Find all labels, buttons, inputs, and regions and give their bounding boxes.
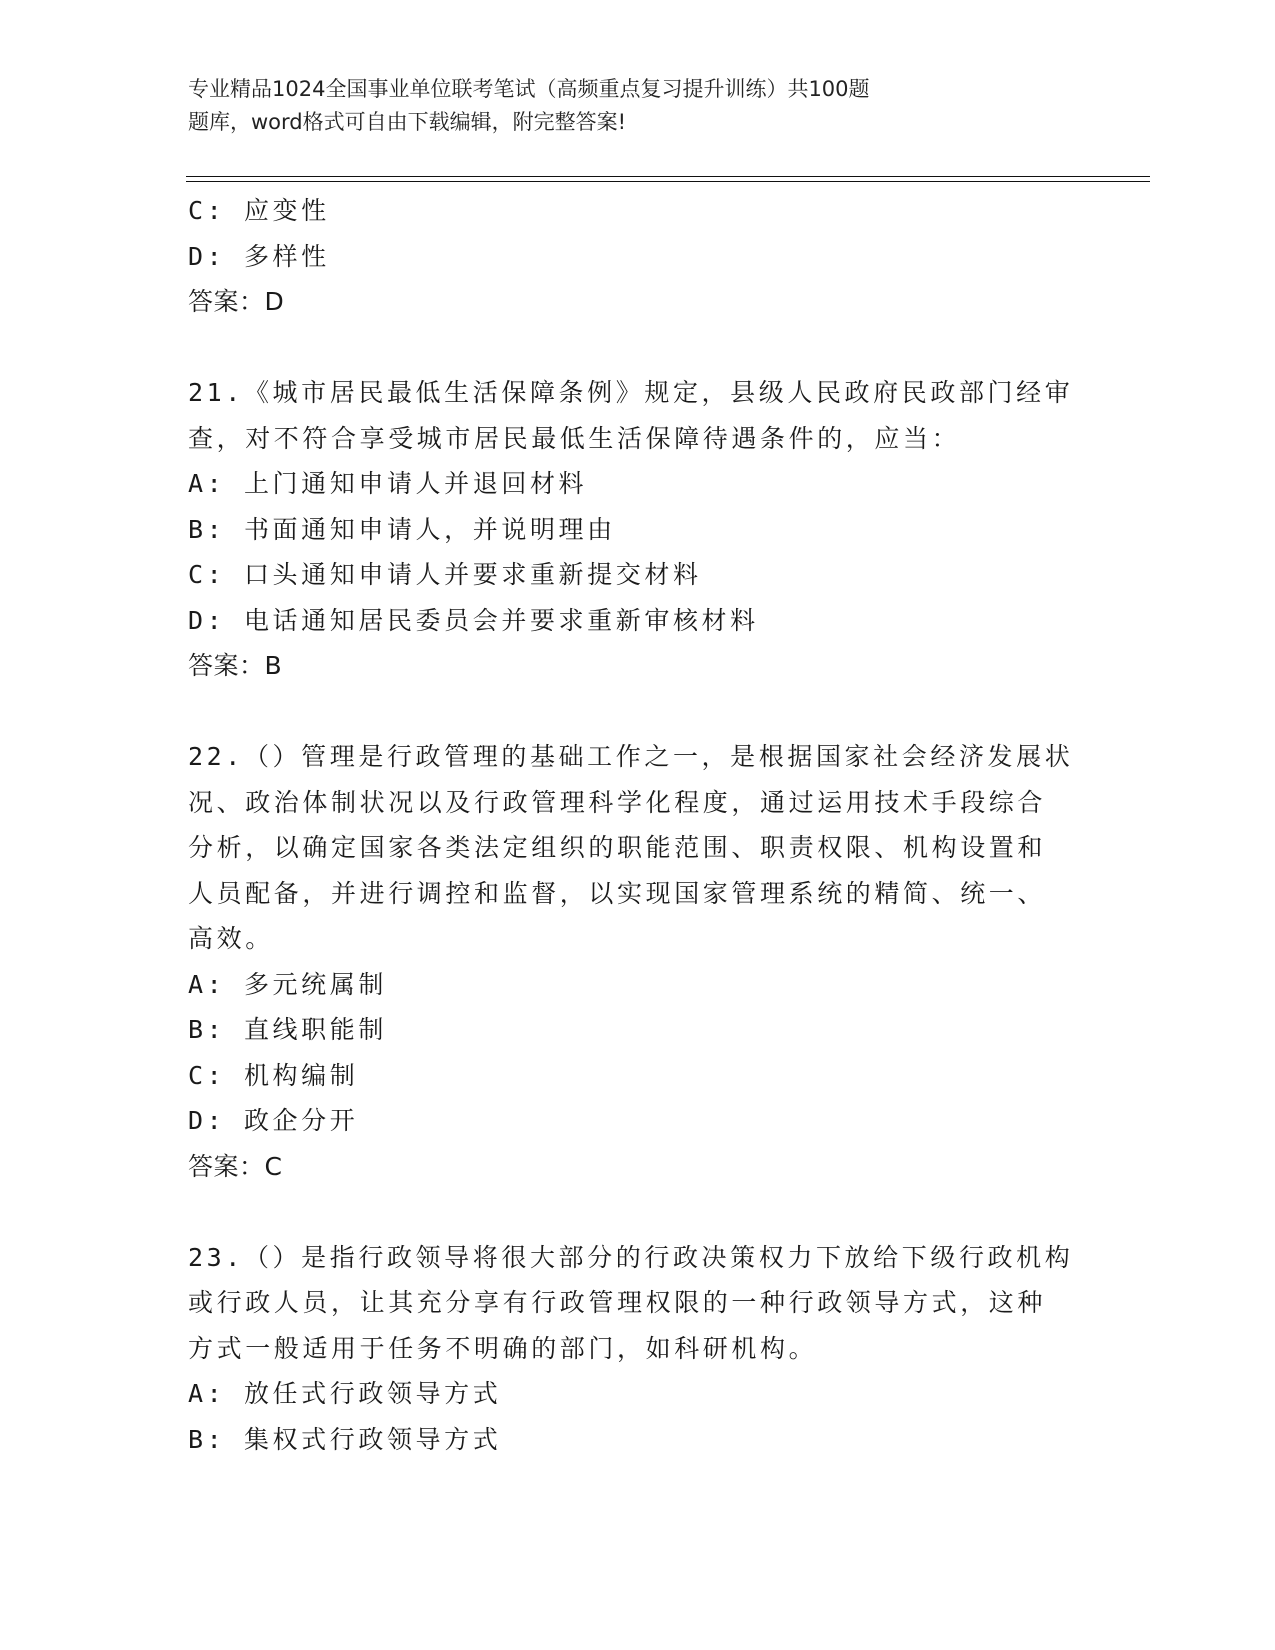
header-rule-top (186, 176, 1150, 177)
question-text-line: 查，对不符合享受城市居民最低生活保障待遇条件的，应当： (188, 423, 961, 453)
option-c: C: 口头通知申请人并要求重新提交材料 (188, 560, 702, 589)
option-d: D: 电话通知居民委员会并要求重新审核材料 (188, 605, 759, 635)
option-d: D: 政企分开 (188, 1106, 359, 1135)
option-c: C: 机构编制 (188, 1060, 359, 1090)
option-b: B: 直线职能制 (188, 1015, 387, 1044)
option-a: A: 上门通知申请人并退回材料 (188, 469, 588, 498)
question-text-line: 况、政治体制状况以及行政管理科学化程度，通过运用技术手段综合 (188, 787, 1047, 817)
question-text-line: 23.（）是指行政领导将很大部分的行政决策权力下放给下级行政机构 (188, 1242, 1074, 1272)
spacer (188, 1189, 1088, 1235)
question-23 (188, 1235, 1088, 1463)
question-text-line: 或行政人员，让其充分享有行政管理权限的一种行政领导方式，这种 (188, 1288, 1047, 1317)
header-rule-bottom (186, 181, 1150, 182)
answer-line: 答案：D (188, 287, 285, 316)
question-text-line: 人员配备，并进行调控和监督，以实现国家管理系统的精简、统一、 (188, 878, 1047, 908)
header-line-2: 题库，word格式可自由下载编辑，附完整答案! (188, 110, 627, 134)
spacer (188, 689, 1088, 735)
header-line-1: 专业精品1024全国事业单位联考笔试（高频重点复习提升训练）共100题 (188, 77, 870, 101)
question-text-line: 高效。 (188, 924, 274, 953)
question-text-line: 22.（）管理是行政管理的基础工作之一，是根据国家社会经济发展状 (188, 742, 1074, 771)
option-b: B: 集权式行政领导方式 (188, 1424, 502, 1454)
option-a: A: 多元统属制 (188, 969, 387, 999)
question-text-line: 21.《城市居民最低生活保障条例》规定，县级人民政府民政部门经审 (188, 378, 1074, 407)
document-header (188, 73, 1128, 139)
question-text-line: 分析，以确定国家各类法定组织的职能范围、职责权限、机构设置和 (188, 833, 1047, 862)
question-21 (188, 370, 1088, 689)
option-d: D: 多样性 (188, 241, 330, 271)
answer-line: 答案：B (188, 651, 283, 680)
question-text-line: 方式一般适用于任务不明确的部门，如科研机构。 (188, 1333, 818, 1363)
spacer (188, 325, 1088, 371)
option-c: C: 应变性 (188, 196, 330, 225)
question-content (188, 188, 1088, 1462)
question-22 (188, 734, 1088, 1189)
option-b: B: 书面通知申请人，并说明理由 (188, 514, 616, 544)
answer-line: 答案：C (188, 1151, 283, 1181)
option-a: A: 放任式行政领导方式 (188, 1379, 502, 1408)
